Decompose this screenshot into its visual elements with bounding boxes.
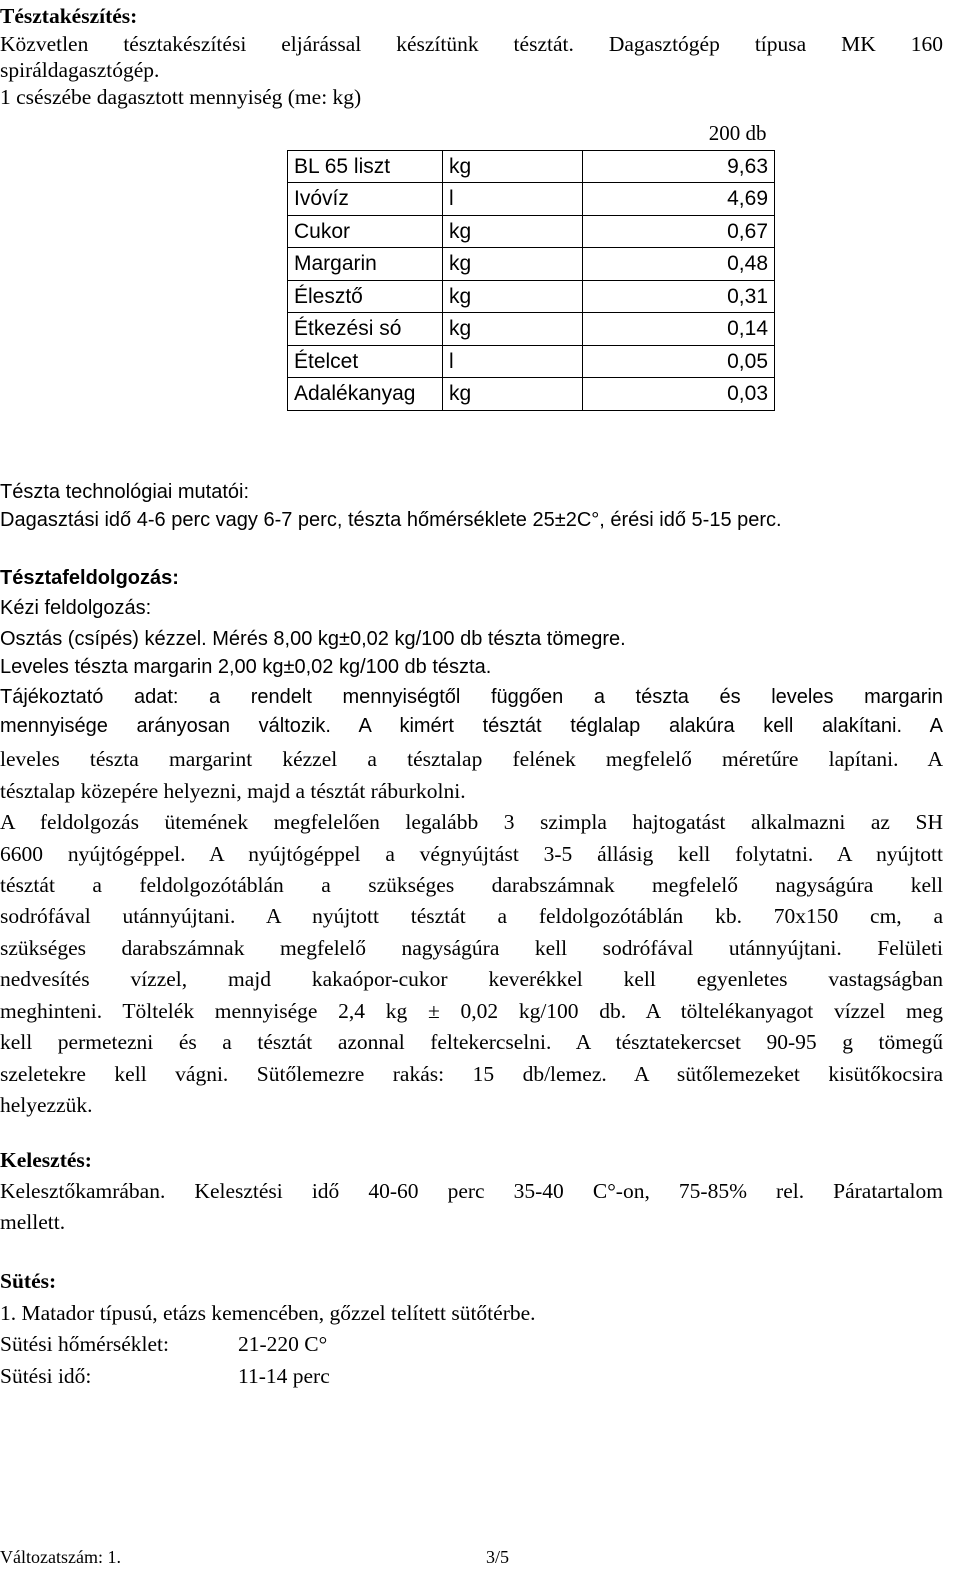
- proofing-line-2: mellett.: [0, 1210, 66, 1234]
- table-row: [288, 215, 775, 248]
- baking-temp-value: 21-220 C°: [238, 1332, 328, 1356]
- ingredient-unit: kg: [443, 215, 583, 248]
- ingredient-name: Adalékanyag: [288, 378, 443, 411]
- table-header-quantity: 200 db: [708, 121, 767, 146]
- table-row: [288, 150, 775, 183]
- ingredient-name: Margarin: [288, 248, 443, 281]
- processing-line: 6600 nyújtógéppel. A nyújtógéppel a végnyújtást 3-5 állásig kell folytatni. A nyújtott: [0, 842, 943, 866]
- section-heading-baking: Sütés:: [0, 1269, 57, 1293]
- batch-line: 1 csészébe dagasztott mennyiség (me: kg): [0, 85, 362, 109]
- dough-line-1: Közvetlen tésztakészítési eljárással készítünk tésztát. Dagasztógép típusa MK 160: [0, 32, 943, 56]
- ingredient-value: 0,05: [583, 345, 775, 378]
- ingredient-name: Étkezési só: [288, 313, 443, 346]
- processing-line: szükséges darabszámnak megfelelő nagyságúra kell sodrófával utánnyújtani. Felületi: [0, 936, 943, 960]
- tech-heading: Tészta technológiai mutatói:: [0, 481, 250, 503]
- ingredient-name: Élesztő: [288, 280, 443, 313]
- baking-time-value: 11-14 perc: [238, 1364, 330, 1388]
- baking-temp-label: Sütési hőmérséklet:: [0, 1332, 169, 1356]
- ingredient-unit: kg: [443, 248, 583, 281]
- ingredient-name: Cukor: [288, 215, 443, 248]
- ingredient-unit: kg: [443, 378, 583, 411]
- ingredient-value: 0,67: [583, 215, 775, 248]
- table-header-row: [288, 118, 775, 150]
- ingredient-unit: kg: [443, 150, 583, 183]
- section-heading-processing: Tésztafeldolgozás:: [0, 567, 179, 589]
- table-row: [288, 280, 775, 313]
- processing-line: szeletekre kell vágni. Sütőlemezre rakás: 15 db/lemez. A sütőlemezeket kisütőkocsira: [0, 1062, 943, 1086]
- ingredient-value: 0,31: [583, 280, 775, 313]
- ingredient-value: 4,69: [583, 183, 775, 216]
- processing-line: mennyisége arányosan változik. A kimért tésztát téglalap alakúra kell alakítani. A: [0, 715, 943, 737]
- ingredient-table: [287, 118, 775, 411]
- tech-line: Dagasztási idő 4-6 perc vagy 6-7 perc, tészta hőmérséklete 25±2C°, érési idő 5-15 perc.: [0, 509, 782, 531]
- processing-line: A feldolgozás ütemének megfelelően legalább 3 szimpla hajtogatást alkalmazni az SH: [0, 810, 943, 834]
- table-row: [288, 378, 775, 411]
- version-number: Változatszám: 1.: [0, 1547, 121, 1567]
- ingredient-unit: kg: [443, 280, 583, 313]
- processing-line: sodrófával utánnyújtani. A nyújtott tésztát a feldolgozótáblán kb. 70x150 cm, a: [0, 904, 943, 928]
- page-number: 3/5: [486, 1547, 510, 1567]
- ingredient-unit: l: [443, 183, 583, 216]
- section-heading-dough: Tésztakészítés:: [0, 4, 138, 28]
- processing-line: tésztalap közepére helyezni, majd a tésztát ráburkolni.: [0, 779, 466, 803]
- ingredient-unit: kg: [443, 313, 583, 346]
- baking-time-label: Sütési idő:: [0, 1364, 92, 1388]
- processing-subheading: Kézi feldolgozás:: [0, 597, 152, 619]
- ingredient-name: Ivóvíz: [288, 183, 443, 216]
- processing-line: Leveles tészta margarin 2,00 kg±0,02 kg/100 db tészta.: [0, 656, 492, 678]
- ingredient-value: 0,03: [583, 378, 775, 411]
- processing-line: Tájékoztató adat: a rendelt mennyiségtől függően a tészta és leveles margarin: [0, 686, 943, 708]
- processing-line: tésztát a feldolgozótáblán a szükséges darabszámnak megfelelő nagyságúra kell: [0, 873, 943, 897]
- processing-line: nedvesítés vízzel, majd kakaópor-cukor keverékkel kell egyenletes vastagságban: [0, 967, 943, 991]
- ingredient-value: 0,48: [583, 248, 775, 281]
- processing-line: helyezzük.: [0, 1093, 93, 1117]
- ingredient-unit: l: [443, 345, 583, 378]
- processing-line: meghinteni. Töltelék mennyisége 2,4 kg ± 0,02 kg/100 db. A töltelékanyagot vízzel meg: [0, 999, 943, 1023]
- processing-line: Osztás (csípés) kézzel. Mérés 8,00 kg±0,02 kg/100 db tészta tömegre.: [0, 628, 626, 650]
- table-row: [288, 183, 775, 216]
- ingredient-name: BL 65 liszt: [288, 150, 443, 183]
- ingredient-name: Ételcet: [288, 345, 443, 378]
- ingredient-value: 0,14: [583, 313, 775, 346]
- dough-line-2: spiráldagasztógép.: [0, 58, 160, 82]
- proofing-line-1: Kelesztőkamrában. Kelesztési idő 40-60 perc 35-40 C°-on, 75-85% rel. Páratartalom: [0, 1179, 943, 1203]
- section-heading-proofing: Kelesztés:: [0, 1148, 92, 1172]
- table-row: [288, 248, 775, 281]
- ingredient-value: 9,63: [583, 150, 775, 183]
- processing-line: leveles tészta margarint kézzel a tésztalap felének megfelelő méretűre lapítani. A: [0, 747, 943, 771]
- table-row: [288, 345, 775, 378]
- processing-line: kell permetezni és a tésztát azonnal feltekercselni. A tésztatekercset 90-95 g tömegű: [0, 1030, 943, 1054]
- table-row: [288, 313, 775, 346]
- baking-line-1: 1. Matador típusú, etázs kemencében, gőzzel telített sütőtérbe.: [0, 1301, 536, 1325]
